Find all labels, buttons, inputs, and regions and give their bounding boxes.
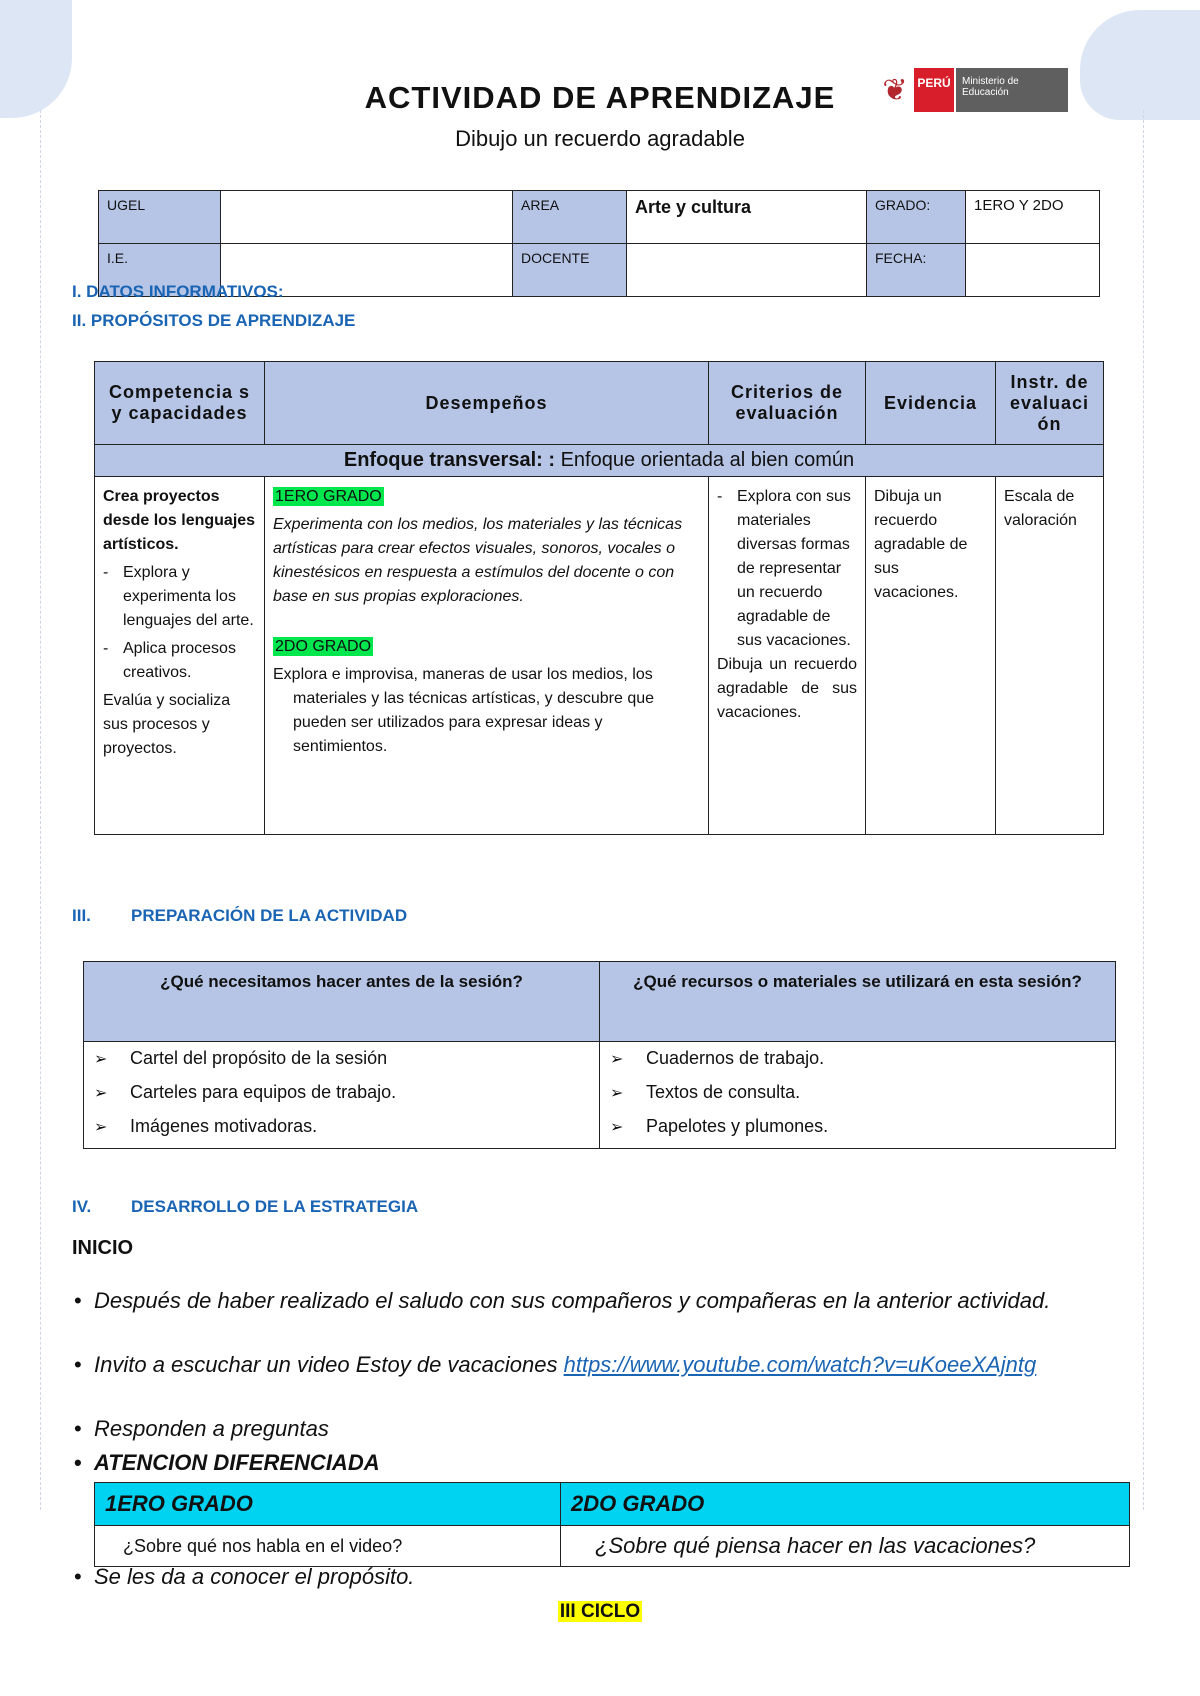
- section-desarrollo-number: IV.: [72, 1197, 92, 1216]
- prep-before-list: [84, 1042, 600, 1149]
- margin-guide-right: [1143, 110, 1144, 1510]
- logo-country: PERÚ: [914, 68, 954, 112]
- grado-label: GRADO:: [867, 191, 966, 244]
- fecha-label: FECHA:: [867, 244, 966, 297]
- instrumento-cell: Escala de valoración: [996, 477, 1104, 835]
- competencia-cell: [95, 477, 265, 835]
- preparation-table: [83, 961, 1116, 1149]
- page-title: ACTIVIDAD DE APRENDIZAJE: [364, 80, 836, 115]
- inicio-bullet-1: • Después de haber realizado el saludo con sus compañeros y compañeras en la anterior actividad.: [74, 1288, 1051, 1313]
- area-value: Arte y cultura: [627, 191, 867, 244]
- prep-before-item: ➢ Imágenes motivadoras.: [94, 1110, 593, 1144]
- enfoque-value: Enfoque orientada al bien común: [555, 449, 855, 471]
- inicio-bullet-2: • Invito a escuchar un video Estoy de vacaciones https://www.youtube.com/watch?v=uKoeeXAjntg: [74, 1352, 1037, 1377]
- inicio-bullet-4: • ATENCION DIFERENCIADA: [74, 1450, 380, 1475]
- header-criterios: Criterios de evaluación: [709, 362, 866, 445]
- differentiated-table: [94, 1482, 1130, 1567]
- grado-value: 1ERO Y 2DO: [966, 191, 1100, 244]
- margin-guide-left: [40, 110, 41, 1510]
- desempenos-cell: [265, 477, 709, 835]
- prep-resources-list: [600, 1042, 1116, 1149]
- ugel-label: UGEL: [99, 191, 221, 244]
- competencia-title: Crea proyectos desde los lenguajes artísticos.: [103, 488, 256, 553]
- prep-before-item: ➢ Cartel del propósito de la sesión: [94, 1042, 593, 1076]
- info-table: [98, 190, 1100, 297]
- criterios-cell: [709, 477, 866, 835]
- page-subtitle: Dibujo un recuerdo agradable: [455, 126, 745, 151]
- diff-header-2do: 2DO GRADO: [561, 1483, 1130, 1526]
- minedu-logo: [880, 68, 1068, 112]
- section-propositos: II. PROPÓSITOS DE APRENDIZAJE: [72, 311, 356, 330]
- docente-label: DOCENTE: [513, 244, 627, 297]
- header-competencias: Competencia s y capacidades: [95, 362, 265, 445]
- purpose-table: [94, 361, 1104, 835]
- diff-question-2do: ¿Sobre qué piensa hacer en las vacaciones?: [561, 1526, 1130, 1567]
- criterio-1: - Explora con sus materiales diversas formas de representar un recuerdo agradable de sus vacaciones.: [717, 488, 851, 649]
- prep-before-item: ➢ Carteles para equipos de trabajo.: [94, 1076, 593, 1110]
- area-label: AREA: [513, 191, 627, 244]
- logo-ministry: Ministerio de Educación: [956, 68, 1068, 112]
- grado1-tag: 1ERO GRADO: [275, 488, 382, 505]
- footer: [0, 1601, 1200, 1623]
- prep-header-before: ¿Qué necesitamos hacer antes de la sesión?: [84, 962, 600, 1042]
- arrow-bullet-icon: ➢: [94, 1085, 108, 1102]
- criterio-2: Dibuja un recuerdo agradable de sus vacaciones.: [717, 656, 857, 721]
- capacidad-1: - Explora y experimenta los lenguajes del arte.: [103, 564, 254, 629]
- inicio-bullet-3: • Responden a preguntas: [74, 1416, 329, 1441]
- diff-question-1ero: ¿Sobre qué nos habla en el video?: [95, 1526, 561, 1567]
- ciclo-label: III CICLO: [559, 1601, 641, 1622]
- section-preparacion-number: III.: [72, 906, 91, 925]
- evidencia-cell: Dibuja un recuerdo agradable de sus vacaciones.: [866, 477, 996, 835]
- prep-resource-item: ➢ Papelotes y plumones.: [610, 1110, 1109, 1144]
- grado2-text: Explora e improvisa, maneras de usar los medios, los materiales y las técnicas artísticas, y descubre que pueden ser utilizados para expresar ideas y sentimientos.: [273, 666, 655, 755]
- prep-resource-item: ➢ Cuadernos de trabajo.: [610, 1042, 1109, 1076]
- header-instrumento: Instr. de evaluaci ón: [996, 362, 1104, 445]
- inicio-bullet-5: • Se les da a conocer el propósito.: [74, 1564, 415, 1589]
- section-datos-informativos: I. DATOS INFORMATIVOS:: [72, 282, 284, 301]
- docente-value: [627, 244, 867, 297]
- arrow-bullet-icon: ➢: [94, 1119, 108, 1136]
- ie-label: I.E.: [99, 244, 221, 297]
- ugel-value: [221, 191, 513, 244]
- youtube-video-link[interactable]: https://www.youtube.com/watch?v=uKoeeXAjntg: [563, 1352, 1037, 1377]
- enfoque-row: [95, 445, 1104, 477]
- grado1-text: Experimenta con los medios, los materiales y las técnicas artísticas para crear efectos visuales, sonoros, vocales o kinestésicos en respuesta a estímulos del docente o con base en sus propias exploraciones.: [273, 516, 683, 605]
- fecha-value: [966, 244, 1100, 297]
- arrow-bullet-icon: ➢: [94, 1051, 108, 1068]
- grado2-tag: 2DO GRADO: [275, 638, 372, 655]
- arrow-bullet-icon: ➢: [610, 1051, 624, 1068]
- inicio-heading: INICIO: [72, 1237, 134, 1259]
- prep-header-resources: ¿Qué recursos o materiales se utilizará en esta sesión?: [600, 962, 1116, 1042]
- section-desarrollo: DESARROLLO DE LA ESTRATEGIA: [131, 1197, 419, 1216]
- header-desempenos: Desempeños: [265, 362, 709, 445]
- arrow-bullet-icon: ➢: [610, 1119, 624, 1136]
- diff-header-1ero: 1ERO GRADO: [95, 1483, 561, 1526]
- arrow-bullet-icon: ➢: [610, 1085, 624, 1102]
- enfoque-label: Enfoque transversal: :: [343, 449, 556, 471]
- national-seal-icon: ❦: [882, 73, 908, 107]
- capacidad-2: - Aplica procesos creativos.: [103, 640, 236, 681]
- section-preparacion: PREPARACIÓN DE LA ACTIVIDAD: [131, 906, 408, 925]
- prep-resource-item: ➢ Textos de consulta.: [610, 1076, 1109, 1110]
- capacidad-3: Evalúa y socializa sus procesos y proyectos.: [103, 692, 231, 757]
- header-evidencia: Evidencia: [866, 362, 996, 445]
